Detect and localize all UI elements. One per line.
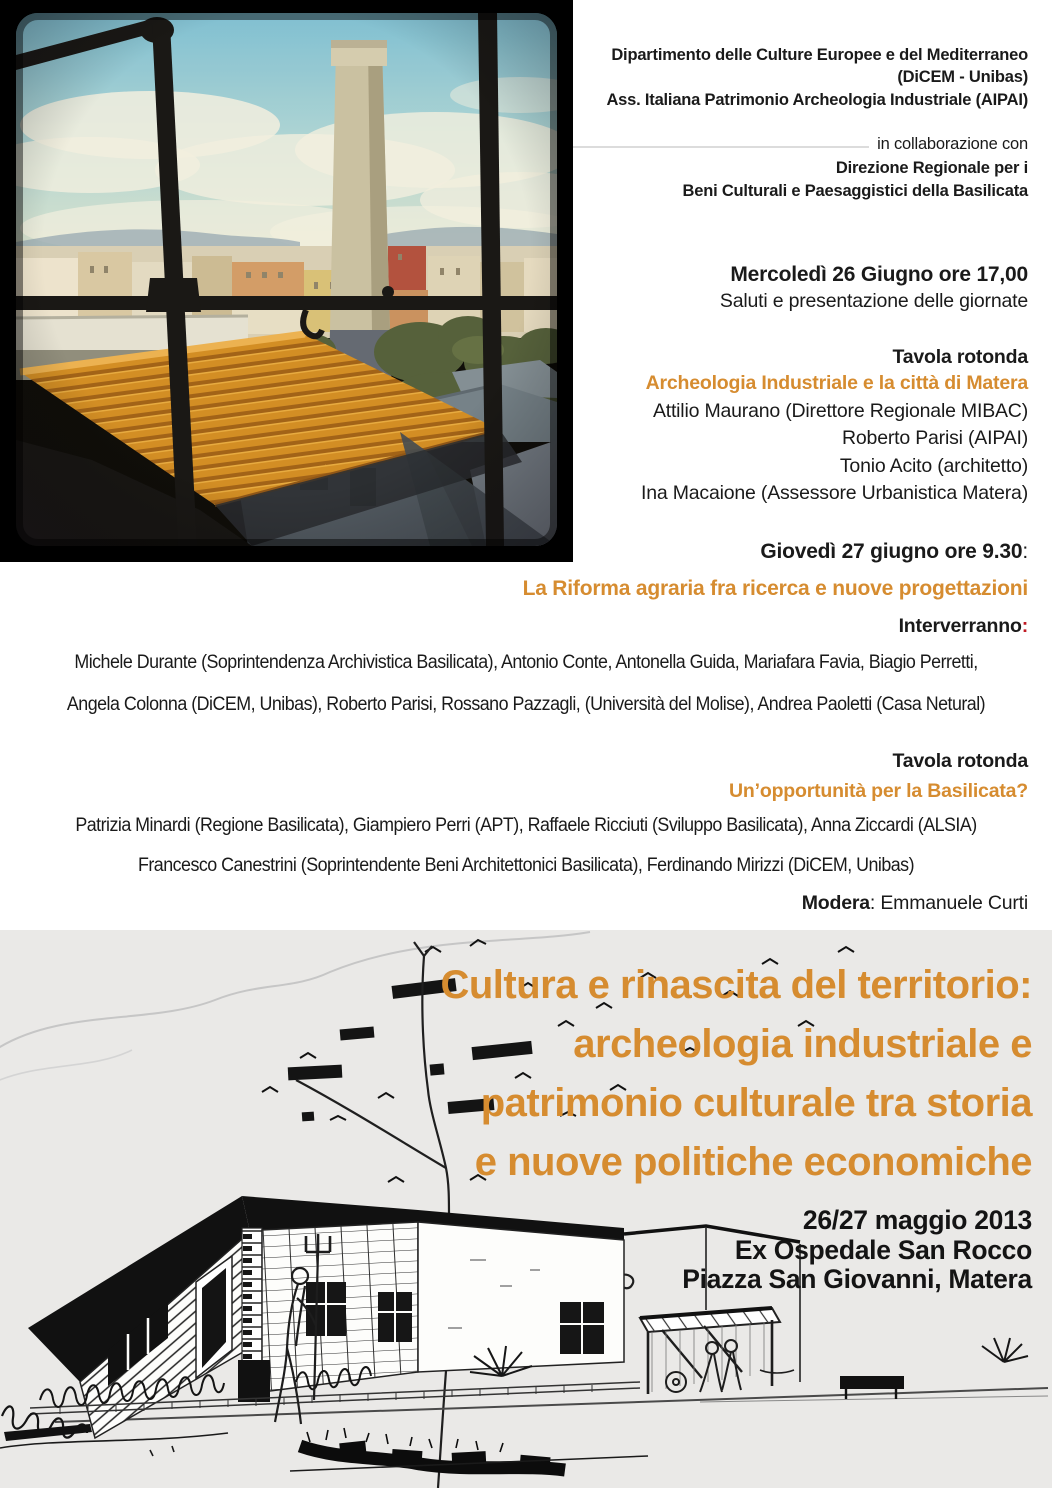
- main-title-line1: Cultura e rinascita del territorio:: [440, 963, 1032, 1007]
- roundtable1-title: Archeologia Industriale e la città di Matera: [645, 372, 1028, 394]
- roundtable2-title: Un’opportunità per la Basilicata?: [729, 780, 1028, 802]
- moderator-name: : Emmanuele Curti: [869, 892, 1028, 914]
- org-line-1: Dipartimento delle Culture Europee e del Mediterraneo: [611, 46, 1028, 64]
- collab-line-2: Beni Culturali e Paesaggistici della Basilicata: [682, 182, 1028, 200]
- moderator-label: Modera: [801, 892, 870, 914]
- main-title-line4: e nuove politiche economiche: [474, 1140, 1032, 1184]
- roundtable1-label: Tavola rotonda: [892, 346, 1028, 368]
- thursday-title: [760, 540, 1028, 564]
- speaker-row: Ina Macaione (Assessore Urbanistica Matera): [641, 482, 1028, 504]
- dark-grass-band: [290, 1428, 648, 1471]
- interverranno-colon: :: [1021, 615, 1028, 637]
- roundtable2-line1: Patrizia Minardi (Regione Basilicata), Giampiero Perri (APT), Raffaele Ricciuti (Sviluppo Basilicata), Anna Ziccardi (ALSIA): [75, 815, 977, 836]
- thursday-title-text: Giovedì 27 giugno ore 9.30: [760, 540, 1023, 563]
- thursday-speakers-line1: Michele Durante (Soprintendenza Archivistica Basilicata), Antonio Conte, Antonella Guida, Mariafara Favia, Biagio Perretti,: [74, 652, 978, 673]
- org-line-3: Ass. Italiana Patrimonio Archeologia Industriale (AIPAI): [606, 91, 1028, 109]
- collab-divider-line: [573, 146, 869, 148]
- speaker-row: Roberto Parisi (AIPAI): [842, 427, 1028, 449]
- main-building-sketch: [28, 1196, 640, 1438]
- speaker-row: Tonio Acito (architetto): [839, 455, 1028, 477]
- main-title-line2: archeologia industriale e: [573, 1022, 1032, 1066]
- wednesday-subtitle: Saluti e presentazione delle giornate: [719, 290, 1028, 312]
- event-date: 26/27 maggio 2013: [802, 1205, 1032, 1235]
- speaker-row: Attilio Maurano (Direttore Regionale MIBAC): [652, 400, 1028, 422]
- event-venue: Ex Ospedale San Rocco: [734, 1234, 1032, 1265]
- main-title-line3: patrimonio culturale tra storia: [480, 1081, 1032, 1125]
- collab-intro: in collaborazione con: [877, 135, 1028, 153]
- event-date-block: [682, 1206, 1032, 1295]
- event-address: Piazza San Giovanni, Matera: [682, 1264, 1032, 1294]
- thursday-title-colon: :: [1022, 540, 1028, 563]
- roundtable2-line2: Francesco Canestrini (Soprintendente Beni Architettonici Basilicata), Ferdinando Mirizzi (DiCEM, Unibas): [137, 855, 915, 876]
- roundtable2-label: Tavola rotonda: [892, 750, 1028, 772]
- moderator-line: [802, 892, 1028, 915]
- wednesday-title: Mercoledì 26 Giugno ore 17,00: [730, 263, 1028, 286]
- collab-line-1: Direzione Regionale per i: [835, 159, 1028, 177]
- window-photo-art: [0, 0, 573, 562]
- interverranno-text: Interverranno: [898, 615, 1022, 637]
- interverranno-label: [899, 615, 1028, 638]
- thursday-session-title: La Riforma agraria fra ricerca e nuove progettazioni: [522, 577, 1028, 600]
- window-photo: [0, 0, 573, 562]
- org-line-2: (DiCEM - Unibas): [897, 68, 1028, 86]
- thursday-speakers-line2: Angela Colonna (DiCEM, Unibas), Roberto Parisi, Rossano Pazzagli, (Università del Molise), Andrea Paoletti (Casa Netural): [66, 694, 986, 715]
